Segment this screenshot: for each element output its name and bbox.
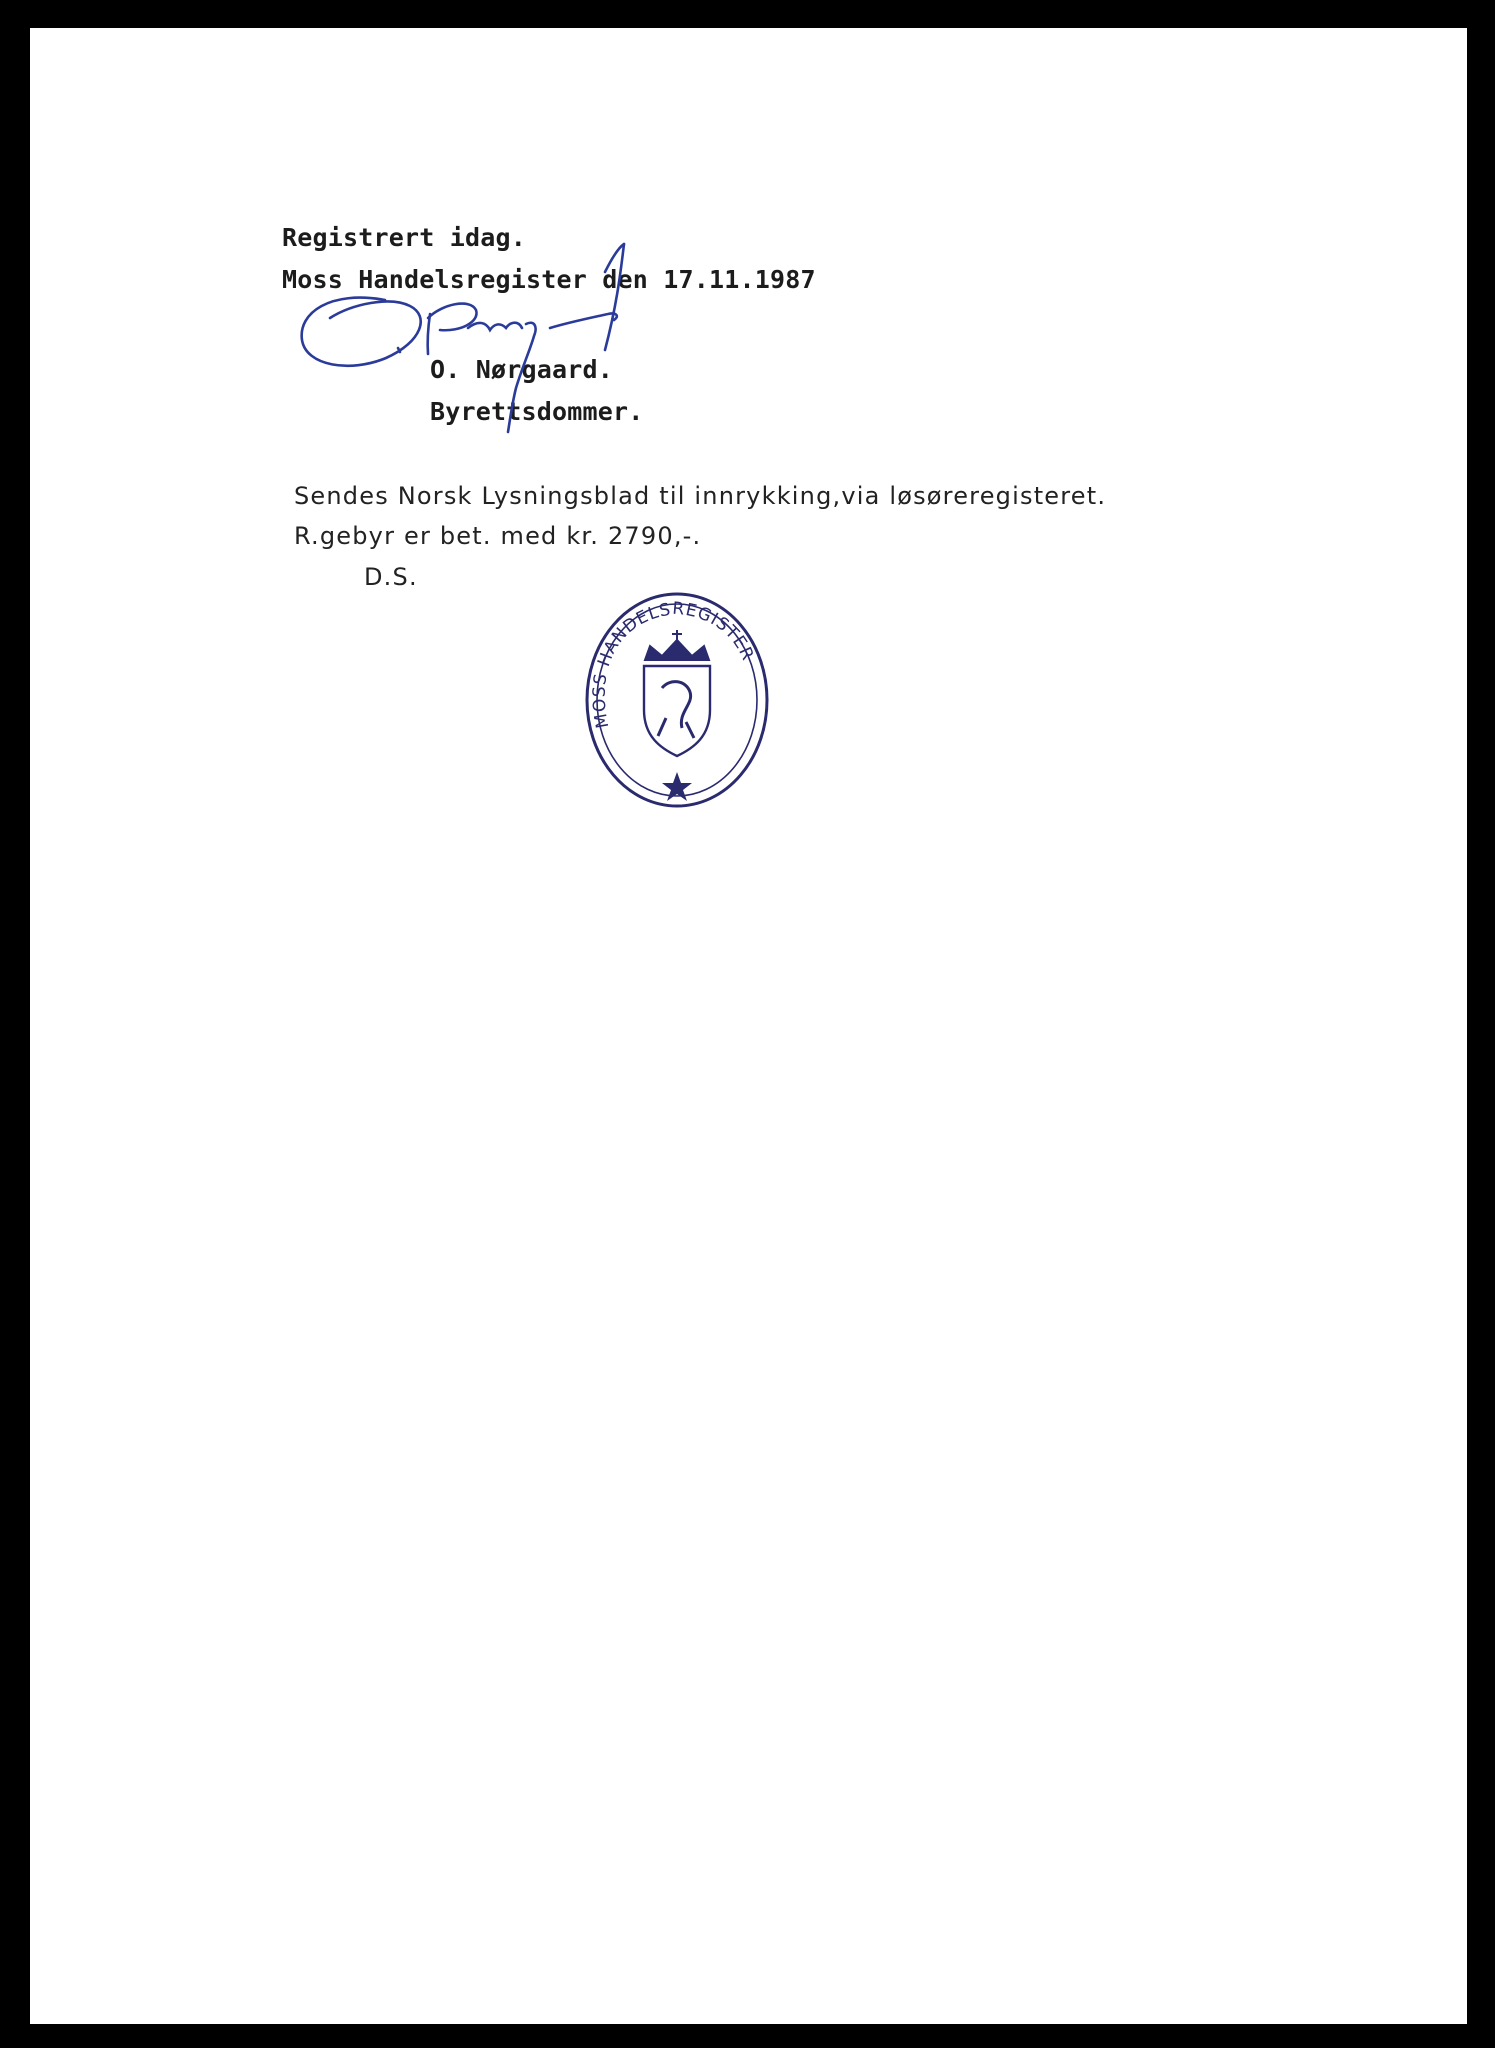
crown-icon (645, 640, 709, 660)
register-date-line: Moss Handelsregister den 17.11.1987 (282, 265, 816, 294)
note-line-3: D.S. (364, 563, 418, 591)
stamp-text: MOSS HANDELSREGISTER (589, 598, 758, 730)
note-line-1: Sendes Norsk Lysningsblad til innrykking,via løsøreregisteret. (294, 482, 1107, 510)
official-stamp (30, 28, 1467, 2024)
registered-line: Registrert idag. (282, 223, 527, 252)
judge-title: Byrettsdommer. (430, 397, 644, 426)
note-line-2: R.gebyr er bet. med kr. 2790,-. (294, 522, 702, 550)
judge-name: O. Nørgaard. (430, 355, 614, 384)
coat-of-arms-icon (644, 666, 710, 756)
document-page (30, 28, 1467, 2024)
